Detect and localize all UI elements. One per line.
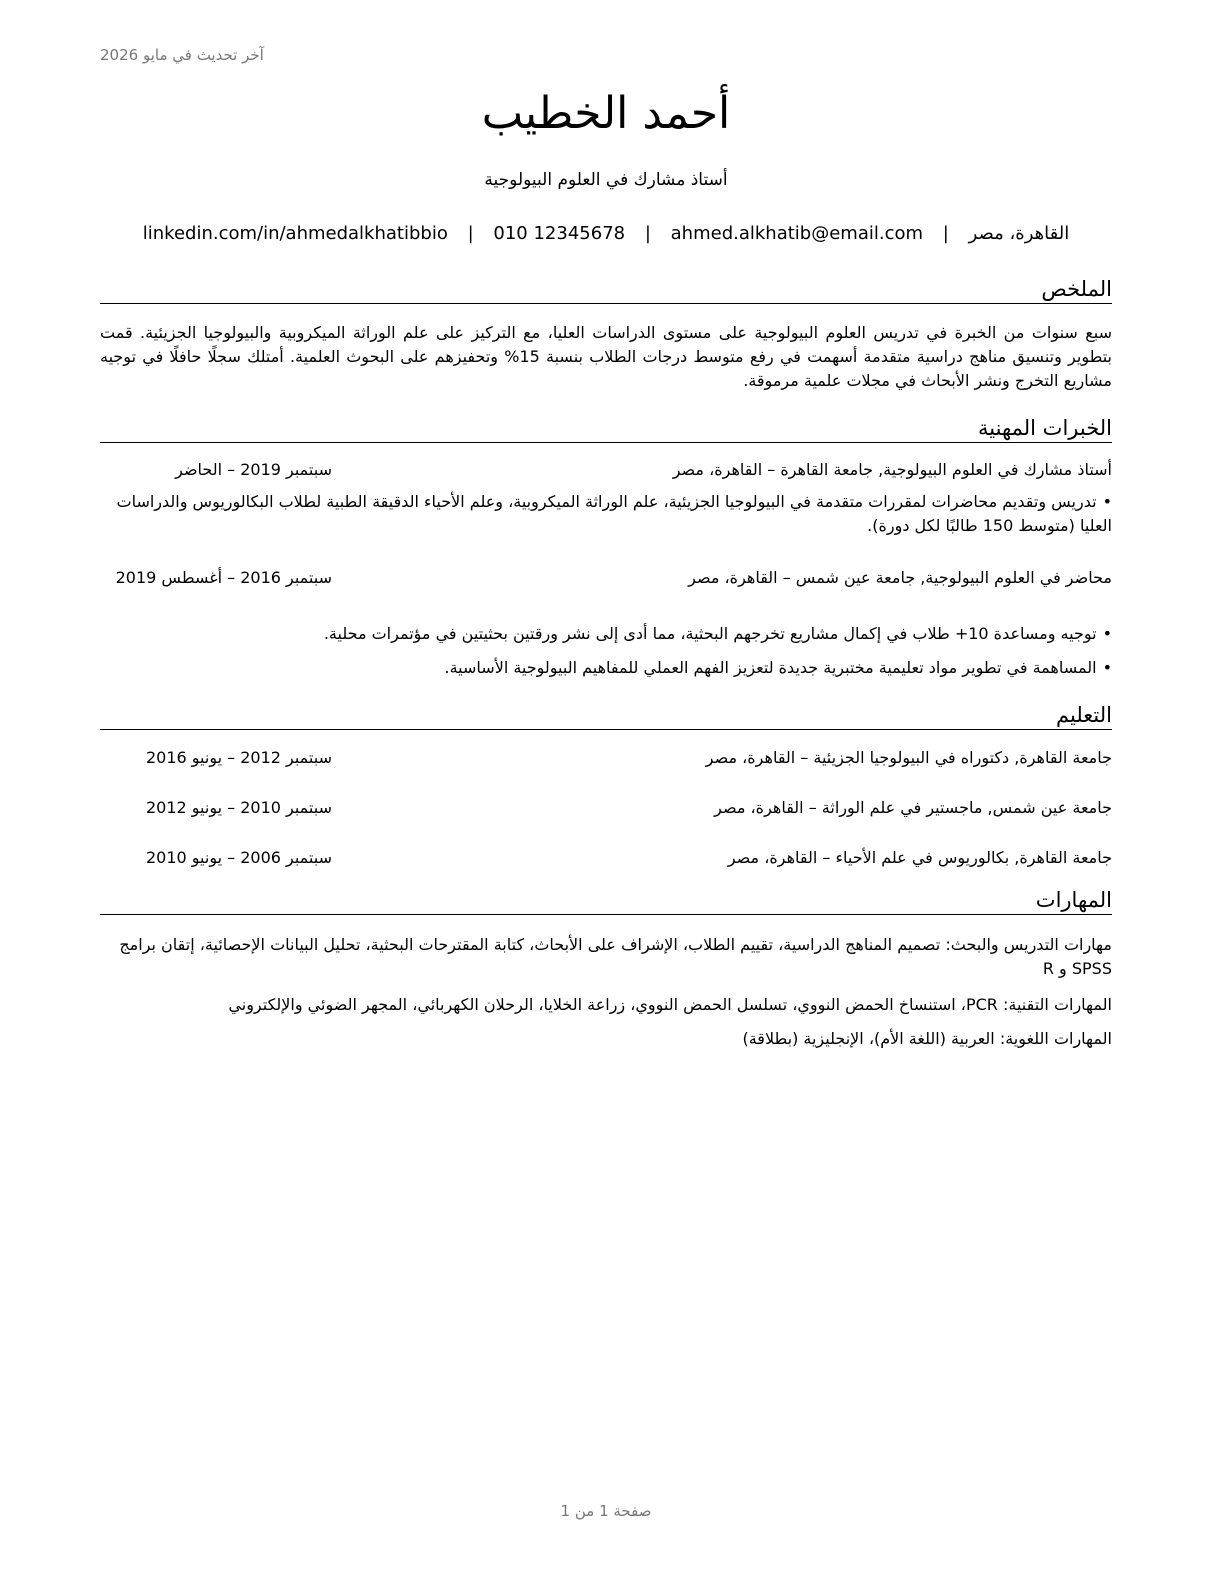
summary-text: سبع سنوات من الخبرة في تدريس العلوم البيولوجية على مستوى الدراسات العليا، مع التركيز على علم الوراثة الميكروبية والبيولوجيا الجزيئية. قمت بتطوير وتنسيق مناهج دراسية متقدمة أسهمت في رفع متوسط درجات الطلاب بنسبة 15% وتحفيزهم على البحوث العلمية. أمتلك سجلًا حافلًا في توجيه مشاريع التخرج ونشر الأبحاث في مجلات علمية مرموقة. — [100, 323, 1113, 390]
section-title-experience: الخبرات المهنية — [100, 415, 1112, 443]
contact-line — [100, 223, 1112, 244]
section-title-summary: الملخص — [100, 276, 1112, 304]
bullet-icon: • — [1102, 624, 1112, 643]
education-degree: جامعة القاهرة, دكتوراه في البيولوجيا الجزيئية – القاهرة، مصر — [705, 748, 1112, 767]
education-degree: جامعة القاهرة, بكالوريوس في علم الأحياء – القاهرة، مصر — [727, 848, 1112, 867]
bullet-icon: • — [1102, 492, 1112, 511]
education-dates: سبتمبر 2012 – يونيو 2016 — [145, 748, 332, 767]
contact-separator: | — [644, 223, 651, 244]
education-dates: سبتمبر 2010 – يونيو 2012 — [145, 798, 332, 817]
resume-page — [100, 0, 1112, 1584]
experience-bullet — [100, 622, 1112, 646]
person-name: أحمد الخطيب — [481, 88, 731, 139]
section-title-education: التعليم — [100, 702, 1112, 730]
bullet-text: توجيه ومساعدة 10+ طلاب في إكمال مشاريع تخرجهم البحثية، مما أدى إلى نشر ورقتين بحثيتين في مؤتمرات محلية. — [323, 624, 1097, 643]
contact-separator: | — [942, 223, 949, 244]
section-title-skills: المهارات — [100, 887, 1112, 915]
bullet-text: المساهمة في تطوير مواد تعليمية مختبرية جديدة لتعزيز الفهم العملي للمفاهيم البيولوجية الأساسية. — [444, 658, 1097, 677]
contact-linkedin[interactable]: linkedin.com/in/ahmedalkhatibbio — [142, 223, 448, 244]
experience-role: أستاذ مشارك في العلوم البيولوجية, جامعة القاهرة – القاهرة، مصر — [672, 460, 1112, 479]
experience-bullet — [100, 656, 1112, 680]
skill-item: المهارات التقنية: PCR، استنساخ الحمض النووي، تسلسل الحمض النووي، زراعة الخلايا، الرحلان الكهربائي، المجهر الضوئي والإلكتروني — [228, 995, 1112, 1014]
contact-location: القاهرة، مصر — [968, 223, 1070, 244]
bullet-text: تدريس وتقديم محاضرات لمقررات متقدمة في البيولوجيا الجزيئية، علم الوراثة الميكروبية، وعلم الأحياء الدقيقة الطبية لطلاب البكالوريوس والدراسات العليا (متوسط 150 طالبًا لكل دورة). — [116, 492, 1112, 535]
education-dates: سبتمبر 2006 – يونيو 2010 — [145, 848, 332, 867]
last-updated: آخر تحديث في مايو 2026 — [100, 46, 264, 64]
contact-separator: | — [467, 223, 474, 244]
bullet-icon: • — [1102, 658, 1112, 677]
skill-item: مهارات التدريس والبحث: تصميم المناهج الدراسية، تقييم الطلاب، الإشراف على الأبحاث، كتابة المقترحات البحثية، تحليل البيانات الإحصائية، إتقان برامج SPSS و R — [119, 935, 1112, 978]
experience-dates: سبتمبر 2019 – الحاضر — [175, 460, 332, 479]
experience-dates: سبتمبر 2016 – أغسطس 2019 — [115, 568, 332, 587]
experience-role: محاضر في العلوم البيولوجية, جامعة عين شمس – القاهرة، مصر — [688, 568, 1112, 587]
job-title: أستاذ مشارك في العلوم البيولوجية — [484, 170, 728, 190]
contact-phone: 010 12345678 — [493, 223, 626, 244]
contact-email[interactable]: ahmed.alkhatib@email.com — [670, 223, 924, 244]
experience-bullet — [100, 490, 1112, 538]
education-degree: جامعة عين شمس, ماجستير في علم الوراثة – القاهرة، مصر — [714, 798, 1112, 817]
skill-item: المهارات اللغوية: العربية (اللغة الأم)، الإنجليزية (بطلاقة) — [742, 1029, 1112, 1048]
page-number: صفحة 1 من 1 — [560, 1502, 652, 1520]
